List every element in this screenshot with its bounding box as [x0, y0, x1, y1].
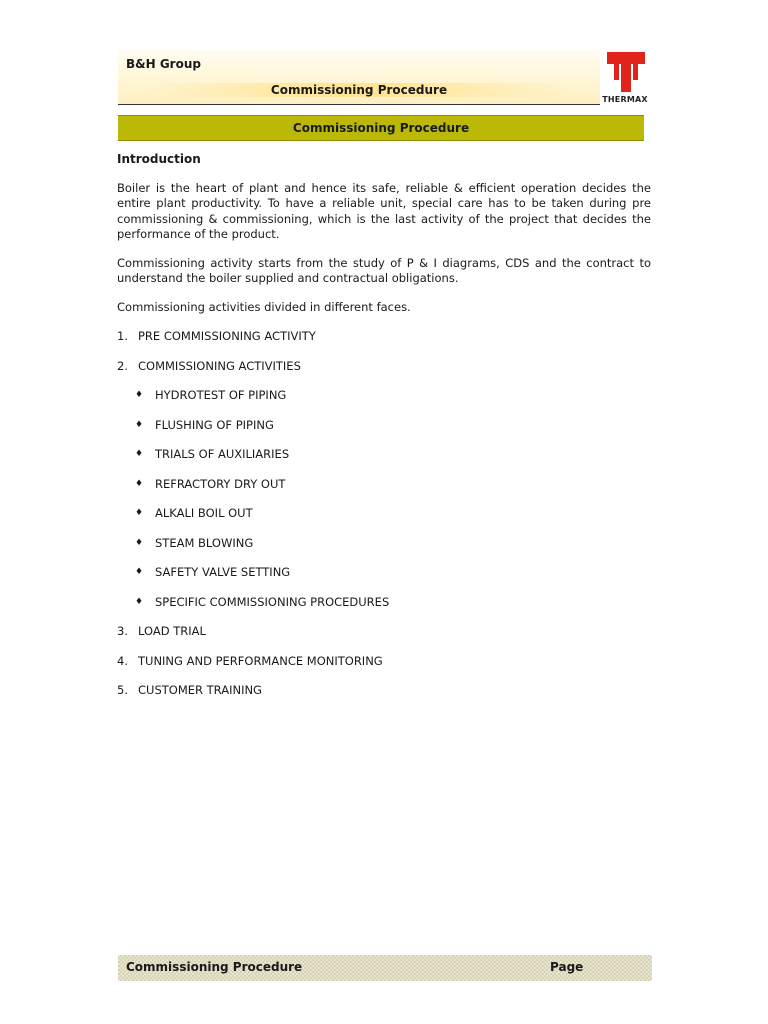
sub-list-item [117, 387, 651, 404]
diamond-bullet-icon: ♦ [135, 567, 144, 577]
sub-list-text: SAFETY VALVE SETTING [155, 565, 291, 579]
list-item [117, 328, 651, 345]
intro-paragraph-3: Commissioning activities divided in different faces. [117, 299, 411, 314]
sub-list-item [117, 417, 651, 434]
intro-paragraph-1: Boiler is the heart of plant and hence its safe, reliable & efficient operation decides the entire plant productivity. To have a reliable unit, special care has to be taken during pre commissioning & commissioning, which is the last activity of the project that decides the performance of the product. [117, 180, 651, 241]
sub-list-item [117, 446, 651, 463]
page-header [118, 50, 600, 105]
sub-list-text: HYDROTEST OF PIPING [155, 388, 287, 402]
list-text: LOAD TRIAL [138, 624, 206, 638]
list-text: PRE COMMISSIONING ACTIVITY [138, 329, 316, 343]
list-number: 4. [117, 653, 128, 668]
sub-list-text: SPECIFIC COMMISSIONING PROCEDURES [155, 594, 390, 609]
footer-page-label: Page [550, 960, 584, 974]
intro-paragraph-2: Commissioning activity starts from the study of P & I diagrams, CDS and the contract to understand the boiler supplied and contractual obligations. [117, 255, 651, 285]
diamond-bullet-icon: ♦ [135, 390, 144, 400]
footer-title: Commissioning Procedure [126, 960, 303, 974]
list-item [117, 653, 651, 670]
diamond-bullet-icon: ♦ [135, 419, 144, 430]
page-footer [118, 955, 652, 981]
list-text: TUNING AND PERFORMANCE MONITORING [138, 653, 383, 668]
header-title: Commissioning Procedure [118, 83, 600, 97]
sub-list-item [117, 476, 651, 493]
diamond-bullet-icon: ♦ [135, 478, 144, 489]
diamond-bullet-icon: ♦ [135, 537, 144, 548]
thermax-logo [603, 50, 647, 106]
list-text: CUSTOMER TRAINING [138, 683, 262, 697]
list-item [117, 358, 651, 375]
sub-list-item [117, 564, 651, 581]
sub-list-item [117, 535, 651, 552]
sub-list-text: ALKALI BOIL OUT [155, 506, 253, 520]
document-title-bar: Commissioning Procedure [118, 115, 644, 141]
list-number: 3. [117, 624, 128, 638]
sub-list-text: STEAM BLOWING [155, 535, 254, 550]
sub-list-item [117, 594, 651, 611]
sub-list-text: REFRACTORY DRY OUT [155, 476, 286, 491]
diamond-bullet-icon: ♦ [135, 449, 144, 459]
logo-text: THERMAX [602, 95, 648, 104]
document-body [117, 152, 651, 712]
list-item [117, 623, 651, 640]
section-heading: Introduction [117, 152, 201, 166]
list-number: 2. [117, 358, 128, 373]
list-number: 1. [117, 329, 128, 343]
sub-list-text: TRIALS OF AUXILIARIES [155, 447, 290, 461]
list-text: COMMISSIONING ACTIVITIES [138, 358, 301, 373]
diamond-bullet-icon: ♦ [135, 596, 144, 607]
sub-list-item [117, 505, 651, 522]
list-number: 5. [117, 683, 128, 697]
org-name: B&H Group [126, 57, 201, 71]
list-item [117, 682, 651, 699]
thermax-logo-icon [605, 50, 647, 94]
sub-list-text: FLUSHING OF PIPING [155, 417, 274, 432]
diamond-bullet-icon: ♦ [135, 508, 144, 518]
